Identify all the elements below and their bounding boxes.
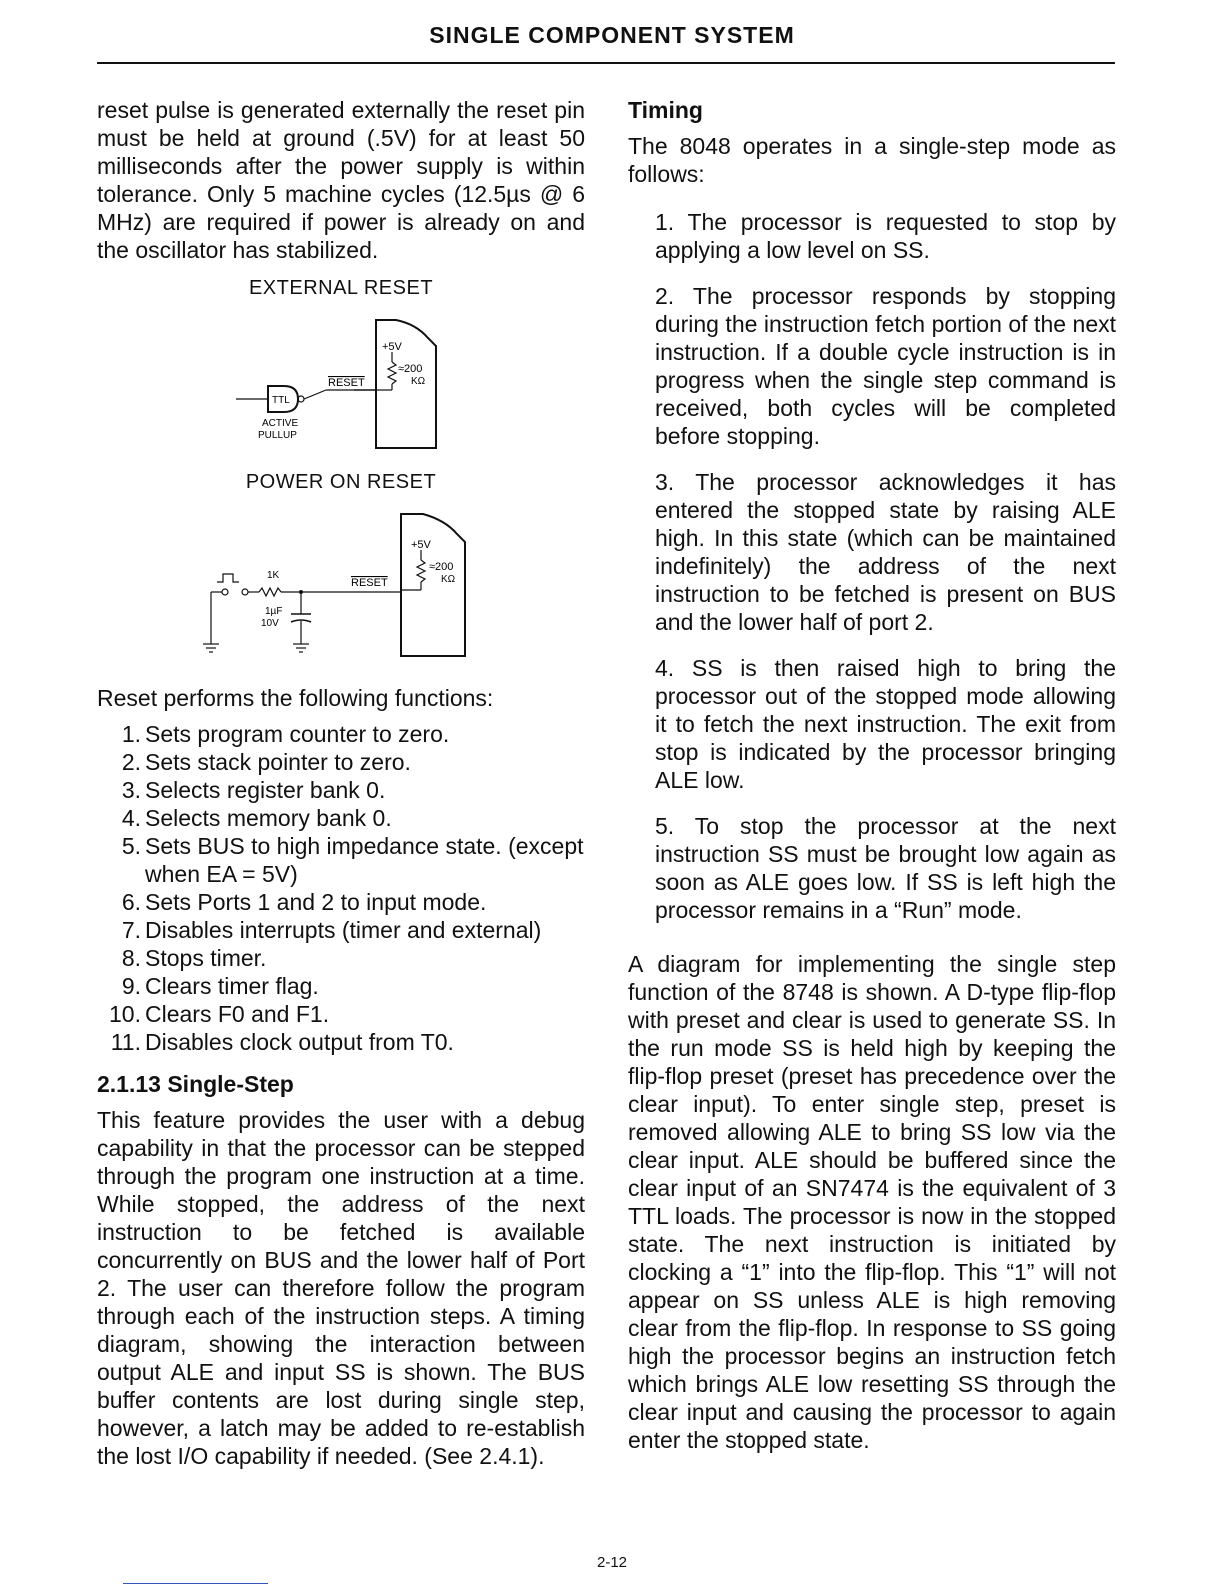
list-item-number: 11.	[110, 1029, 141, 1055]
list-item-number: 1.	[121, 721, 141, 747]
ext-k-label: KΩ	[411, 376, 426, 387]
por-cap-label: 1µF	[265, 606, 283, 617]
list-item	[97, 804, 585, 832]
list-item-number: 3.	[121, 777, 141, 803]
ext-5v-label: +5V	[382, 341, 402, 353]
list-item	[97, 720, 585, 748]
list-item	[97, 944, 585, 972]
timing-step: 5. To stop the processor at the next instruction SS must be brought low again as soon as ALE goes low. If SS is left high the processor remains in a “Run” mode.	[655, 813, 1116, 923]
left-column	[97, 96, 585, 1470]
diagram-paragraph: A diagram for implementing the single step function of the 8748 is shown. A D-type flip-flop with preset and clear is used to generate SS. In the run mode SS is held high by keeping the flip-flop preset (preset has precedence over the clear input). To enter single step, preset is removed allowing ALE to bring SS low via the clear input. ALE should be buffered since the clear input of an SN7474 is the equivalent of 3 TTL loads. The processor is now in the stopped state. The next instruction is initiated by clocking a “1” into the flip-flop. This “1” will not appear on SS unless ALE is high removing clear from the flip-flop. In response to SS going high the processor begins an instruction fetch which brings ALE low resetting SS through the clear input and causing the processor to again enter the stopped state.	[628, 951, 1116, 1453]
list-item	[97, 972, 585, 1000]
list-item	[97, 916, 585, 944]
section-heading: 2.1.13 Single-Step	[97, 1071, 294, 1097]
por-5v-label: +5V	[411, 539, 431, 551]
list-item-text: Selects register bank 0.	[145, 777, 386, 803]
timing-step: 2. The processor responds by stopping during the instruction fetch portion of the next instruction. If a double cycle instruction is in progress when the single step command is received, both cycles will be completed before stopping.	[655, 283, 1116, 449]
list-item-number: 8.	[121, 945, 141, 971]
list-item	[97, 748, 585, 776]
por-10v-label: 10V	[261, 618, 279, 629]
por-200-label: ≈200	[429, 561, 454, 573]
power-on-reset-caption: POWER ON RESET	[245, 471, 437, 493]
list-item-text: Sets program counter to zero.	[145, 721, 450, 747]
right-column	[628, 96, 1116, 1454]
single-step-paragraph: This feature provides the user with a debug capability in that the processor can be stepped through the program one instruction at a time. While stopped, the address of the next instruction to be fetched is available concurrently on BUS and the lower half of Port 2. The user can therefore follow the program through each of the instruction steps. A timing diagram, showing the interaction between output ALE and input SS is shown. The BUS buffer contents are lost during single step, however, a latch may be added to re-establish the lost I/O capability if needed. (See 2.4.1).	[97, 1107, 585, 1469]
list-item-number: 9.	[121, 973, 141, 999]
list-item-text: Sets stack pointer to zero.	[145, 749, 411, 775]
list-item-number: 7.	[121, 917, 141, 943]
list-item-text: Selects memory bank 0.	[145, 805, 392, 831]
ext-pullup-label: PULLUP	[258, 430, 297, 441]
por-reset-label: RESET	[351, 577, 388, 589]
list-item-number: 4.	[121, 805, 141, 831]
list-item-text: Sets Ports 1 and 2 to input mode.	[145, 889, 487, 915]
timing-heading: Timing	[628, 97, 703, 123]
timing-step: 4. SS is then raised high to bring the processor out of the stopped mode allowing it to fetch the next instruction. The exit from stop is indicated by the processor bringing ALE low.	[655, 655, 1116, 793]
timing-step: 1. The processor is requested to stop by applying a low level on SS.	[655, 209, 1116, 263]
list-item-text: Sets BUS to high impedance state. (except when EA = 5V)	[145, 833, 584, 887]
list-item	[97, 776, 585, 804]
list-item-text: Disables interrupts (timer and external)	[145, 917, 542, 943]
reset-functions-list	[97, 720, 585, 1056]
timing-intro: The 8048 operates in a single-step mode as follows:	[628, 133, 1116, 187]
list-item	[97, 888, 585, 916]
ext-reset-label: RESET	[328, 377, 365, 389]
por-k-label: KΩ	[441, 574, 456, 585]
list-item	[97, 832, 585, 888]
list-item-text: Disables clock output from T0.	[145, 1029, 454, 1055]
timing-step: 3. The processor acknowledges it has entered the stopped state by raising ALE high. In this state (which can be maintained indefinitely) the address of the next instruction to be fetched is present on BUS and the lower half of port 2.	[655, 469, 1116, 635]
list-item-number: 6.	[121, 889, 141, 915]
page-title: SINGLE COMPONENT SYSTEM	[429, 22, 795, 48]
ext-ttl-label: TTL	[272, 395, 290, 406]
list-item-text: Clears F0 and F1.	[145, 1001, 330, 1027]
ext-200-label: ≈200	[398, 363, 423, 375]
list-item-number: 2.	[121, 749, 141, 775]
por-1k-label: 1K	[267, 570, 280, 581]
list-item-text: Clears timer flag.	[145, 973, 319, 999]
power-on-reset-diagram	[201, 504, 481, 664]
external-reset-caption: EXTERNAL RESET	[248, 277, 434, 299]
list-item-text: Stops timer.	[145, 945, 267, 971]
functions-intro: Reset performs the following functions:	[97, 685, 494, 711]
reset-intro-paragraph: reset pulse is generated externally the reset pin must be held at ground (.5V) for at least 50 milliseconds after the power supply is within tolerance. Only 5 machine cycles (12.5µs @ 6 MHz) are required if power is already on and the oscillator has stabilized.	[97, 97, 585, 263]
list-item-number: 5.	[121, 833, 141, 859]
list-item-number: 10.	[109, 1001, 141, 1027]
list-item	[97, 1000, 585, 1028]
list-item	[97, 1028, 585, 1056]
timing-steps	[655, 208, 1116, 924]
page-number: 2-12	[596, 1554, 628, 1571]
header-rule	[97, 62, 1115, 64]
external-reset-diagram	[226, 310, 456, 450]
ext-active-label: ACTIVE	[262, 418, 299, 429]
